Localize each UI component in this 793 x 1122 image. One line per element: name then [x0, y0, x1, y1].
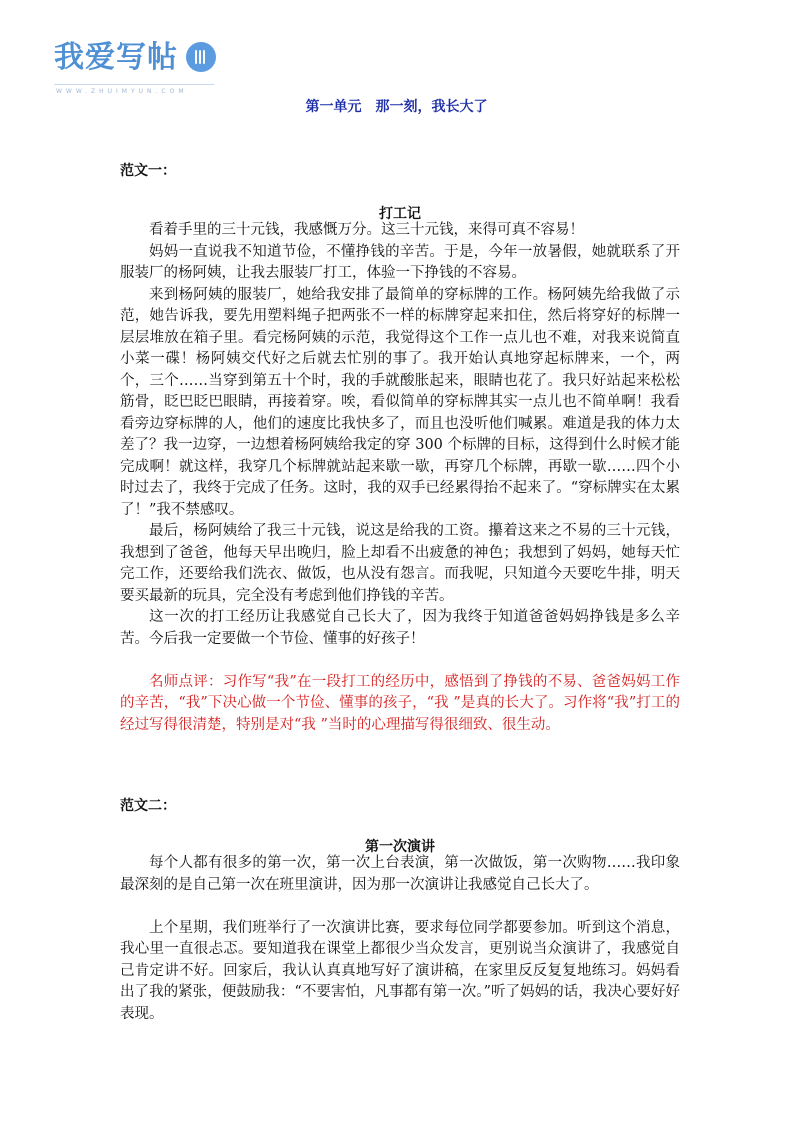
- essay2-title: 第一次演讲: [365, 839, 435, 855]
- essay2-label: 范文二：: [120, 798, 176, 814]
- essay2-paragraph: 每个人都有很多的第一次，第一次上台表演，第一次做饭，第一次购物……我印象最深刻的是自己第一次在班里演讲，因为那一次演讲让我感觉自己长大了。: [120, 855, 680, 893]
- essay1-paragraph: 看着手里的三十元钱，我感慨万分。这三十元钱，来得可真不容易！: [149, 222, 584, 238]
- logo-pen-icon: [186, 42, 216, 72]
- teacher-comment: 名师点评：习作写“我”在一段打工的经历中，感悟到了挣钱的不易、爸爸妈妈工作的辛苦，“我”下决心做一个节俭、懂事的孩子，“我 ”是真的长大了。习作将“我”打工的经过写得很清楚，特别是对“我 ”当时的心理描写得很细致、很生动。: [120, 673, 680, 733]
- essay1-body: [120, 220, 680, 736]
- essay2-body: [120, 853, 680, 1025]
- logo-divider: [54, 84, 214, 85]
- logo-text: 我爱写帖: [54, 40, 178, 75]
- essay1-label: 范文一：: [120, 163, 176, 179]
- unit-title: 第一单元 那一刻，我长大了: [305, 99, 488, 115]
- essay1-title: 打工记: [379, 206, 421, 222]
- essay1-paragraph: 妈妈一直说我不知道节俭，不懂挣钱的辛苦。于是，今年一放暑假，她就联系了开服装厂的杨阿姨，让我去服装厂打工，体验一下挣钱的不容易。: [120, 243, 680, 281]
- essay1-paragraph: 来到杨阿姨的服装厂，她给我安排了最简单的穿标牌的工作。杨阿姨先给我做了示范，她告诉我，要先用塑料绳子把两张不一样的标牌穿起来扣住，然后将穿好的标牌一层层堆放在箱子里。看完杨阿姨的示范，我觉得这个工作一点儿也不难，对我来说简直小菜一碟！杨阿姨交代好之后就去忙别的事了。我开始认真地穿起标牌来，一个，两个，三个……当穿到第五十个时，我的手就酸胀起来，眼睛也花了。我只好站起来松松筋骨，眨巴眨巴眼睛，再接着穿。唉，看似简单的穿标牌其实一点儿也不简单啊！我看看旁边穿标牌的人，他们的速度比我快多了，而且也没听他们喊累。难道是我的体力太差了？我一边穿，一边想着杨阿姨给我定的穿 300 个标牌的目标，这得到什么时候才能完成啊！就这样，我穿几个标牌就站起来歇一歇，再穿几个标牌，再歇一歇……四个小时过去了，我终于完成了任务。这时，我的双手已经累得抬不起来了。“穿标牌实在太累了！”我不禁感叹。: [120, 286, 680, 518]
- essay2-paragraph: 上个星期，我们班举行了一次演讲比赛，要求每位同学都要参加。听到这个消息，我心里一直很忐忑。要知道我在课堂上都很少当众发言，更别说当众演讲了，我感觉自己肯定讲不好。回家后，我认认真真地写好了演讲稿，在家里反反复复地练习。妈妈看出了我的紧张，便鼓励我：“不要害怕，凡事都有第一次。”听了妈妈的话，我决心要好好表现。: [120, 919, 680, 1022]
- essay1-paragraph: 这一次的打工经历让我感觉自己长大了，因为我终于知道爸爸妈妈挣钱是多么辛苦。今后我一定要做一个节俭、懂事的好孩子！: [120, 609, 680, 647]
- essay1-paragraph: 最后，杨阿姨给了我三十元钱，说这是给我的工资。攥着这来之不易的三十元钱，我想到了爸爸，他每天早出晚归，脸上却看不出疲惫的神色；我想到了妈妈，她每天忙完工作，还要给我们洗衣、做饭，也从没有怨言。而我呢，只知道今天要吃牛排，明天要买最新的玩具，完全没有考虑到他们挣钱的辛苦。: [120, 523, 680, 604]
- logo-url: WWW.ZHUIMYUN.COM: [56, 88, 188, 95]
